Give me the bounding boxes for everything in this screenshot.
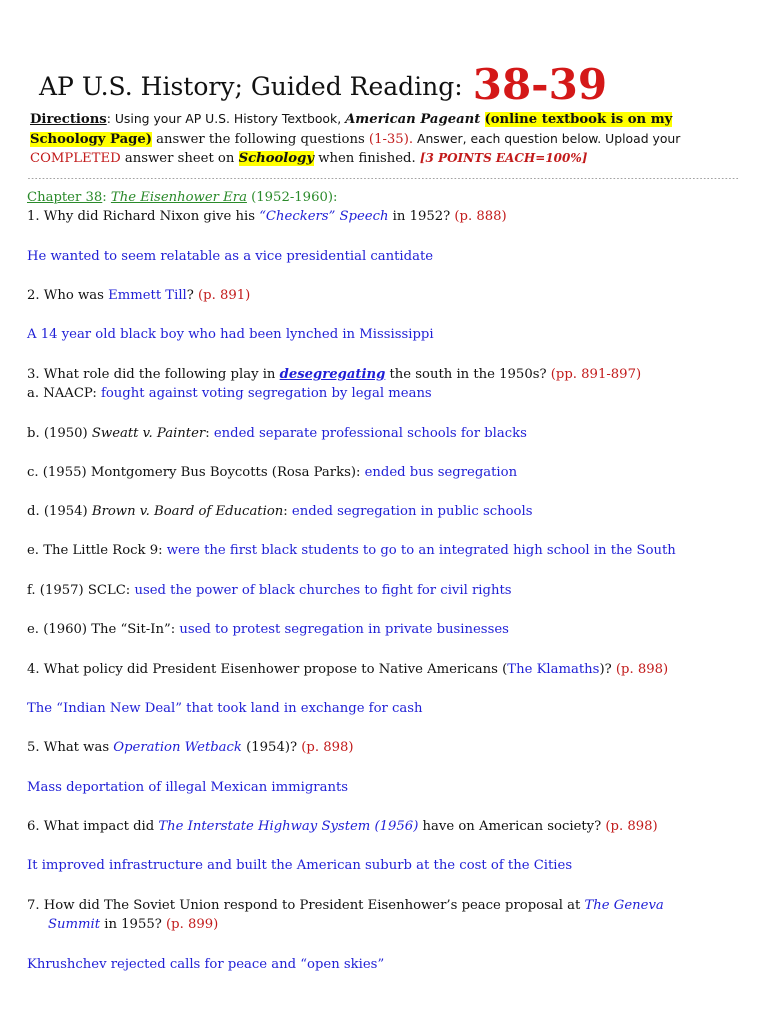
directions-line-1 (30, 111, 730, 127)
question-2 (27, 288, 250, 303)
question-text: ? (186, 288, 199, 303)
chapter-colon: : (102, 190, 111, 205)
question-text: 4. What policy did President Eisenhower propose to Native Americans ( (27, 662, 508, 677)
question-3 (27, 367, 641, 382)
sub-question-label: b. (1950) (27, 426, 92, 441)
chapter-years: (1952-1960): (246, 190, 338, 205)
question-4 (27, 662, 668, 677)
sub-answer: ended segregation in public schools (291, 504, 533, 519)
page-reference: (p. 898) (615, 662, 669, 677)
question-3f (27, 583, 512, 598)
page-reference: (p. 898) (301, 740, 354, 755)
directions-label: Directions (30, 112, 107, 127)
sub-answer: used to protest segregation in private businesses (179, 622, 509, 637)
sub-question-label: : (283, 504, 292, 519)
case-name: Brown v. Board of Education (91, 504, 284, 519)
question-7 (27, 898, 664, 913)
question-text: 5. What was (27, 740, 114, 755)
directions-text: : Using your AP U.S. History Textbook, (106, 111, 346, 126)
answer-2: A 14 year old black boy who had been lynched in Mississippi (27, 327, 434, 342)
directions-text: answer sheet on (120, 151, 239, 166)
directions-text: answer the following questions (151, 132, 369, 147)
question-term: “Checkers” Speech (259, 209, 389, 224)
sub-question-label: d. (1954) (27, 504, 92, 519)
sub-answer: ended bus segregation (364, 465, 518, 480)
sub-question-label: c. (1955) Montgomery Bus Boycotts (Rosa Parks): (27, 465, 365, 480)
question-term: Summit (48, 917, 101, 932)
question-5 (27, 740, 354, 755)
sub-answer: were the first black students to go to an integrated high school in the South (166, 543, 676, 558)
sub-question-label: e. (1960) The “Sit-In”: (27, 622, 180, 637)
question-1 (27, 209, 507, 224)
page-reference: (p. 898) (605, 819, 658, 834)
chapter-name: The Eisenhower Era (110, 190, 247, 205)
page-reference: (pp. 891-897) (550, 367, 642, 382)
answer-5: Mass deportation of illegal Mexican immigrants (27, 780, 349, 795)
question-3b (27, 426, 527, 441)
question-6 (27, 819, 658, 834)
question-text: in 1952? (388, 209, 455, 224)
question-3c (27, 465, 517, 480)
highlight-online-textbook: (online textbook is on my (484, 112, 673, 127)
chapter-label: Chapter 38 (27, 190, 103, 205)
question-3e (27, 543, 676, 558)
question-term: Emmett Till (108, 288, 187, 303)
completed-text: COMPLETED (30, 151, 121, 166)
page-reference: (p. 888) (454, 209, 507, 224)
chapter-heading (27, 190, 337, 205)
question-term: The Geneva (584, 898, 664, 913)
question-text: in 1955? (100, 917, 166, 932)
sub-answer: used the power of black churches to fight for civil rights (134, 583, 512, 598)
question-text: 2. Who was (27, 288, 109, 303)
question-text: 7. How did The Soviet Union respond to President Eisenhower’s peace proposal at (27, 898, 585, 913)
question-term: desegregating (279, 367, 386, 382)
directions-line-3 (30, 151, 730, 166)
question-text: 3. What role did the following play in (27, 367, 280, 382)
answer-1: He wanted to seem relatable as a vice presidential cantidate (27, 249, 434, 264)
sub-answer: ended separate professional schools for blacks (213, 426, 527, 441)
question-text: the south in the 1950s? (385, 367, 551, 382)
answer-6: It improved infrastructure and built the American suburb at the cost of the Cities (27, 858, 573, 873)
sub-answer: fought against voting segregation by legal means (100, 386, 432, 401)
sub-question-label: : (205, 426, 214, 441)
question-text: 1. Why did Richard Nixon give his (27, 209, 260, 224)
question-7-cont (48, 917, 218, 932)
question-text: have on American society? (418, 819, 606, 834)
directions-text: when finished. (314, 151, 420, 166)
question-term: The Interstate Highway System (1956) (158, 819, 419, 834)
page-reference: (p. 899) (165, 917, 219, 932)
highlight-schoology-page: Schoology Page) (30, 132, 152, 147)
sub-question-label: f. (1957) SCLC: (27, 583, 135, 598)
question-text: 6. What impact did (27, 819, 159, 834)
question-3a (27, 386, 432, 401)
answer-4: The “Indian New Deal” that took land in exchange for cash (27, 701, 423, 716)
sub-question-label: a. NAACP: (27, 386, 101, 401)
answer-7: Khrushchev rejected calls for peace and “open skies” (27, 957, 385, 972)
question-3g (27, 622, 509, 637)
directions-text: Answer, each question below. Upload your (413, 131, 681, 146)
points-note: [3 POINTS EACH=100%] (419, 151, 588, 165)
title-text: AP U.S. History; Guided Reading: (39, 72, 463, 101)
case-name: Sweatt v. Painter (91, 426, 206, 441)
page-title (39, 60, 607, 109)
sub-question-label: e. The Little Rock 9: (27, 543, 167, 558)
question-3d (27, 504, 532, 519)
textbook-name: American Pageant (345, 112, 481, 127)
question-term: The Klamaths (507, 662, 600, 677)
question-range: (1-35). (368, 132, 414, 147)
directions-line-2 (30, 131, 730, 147)
question-text: (1954)? (241, 740, 302, 755)
page-reference: (p. 891) (198, 288, 251, 303)
chapter-range: 38-39 (472, 60, 608, 109)
question-text: )? (599, 662, 616, 677)
schoology-highlight: Schoology (238, 151, 314, 166)
question-term: Operation Wetback (113, 740, 242, 755)
divider: ----------------------------------------------------------------------------------------------------------------------------------------------------------------------------------------------------- (27, 174, 739, 182)
